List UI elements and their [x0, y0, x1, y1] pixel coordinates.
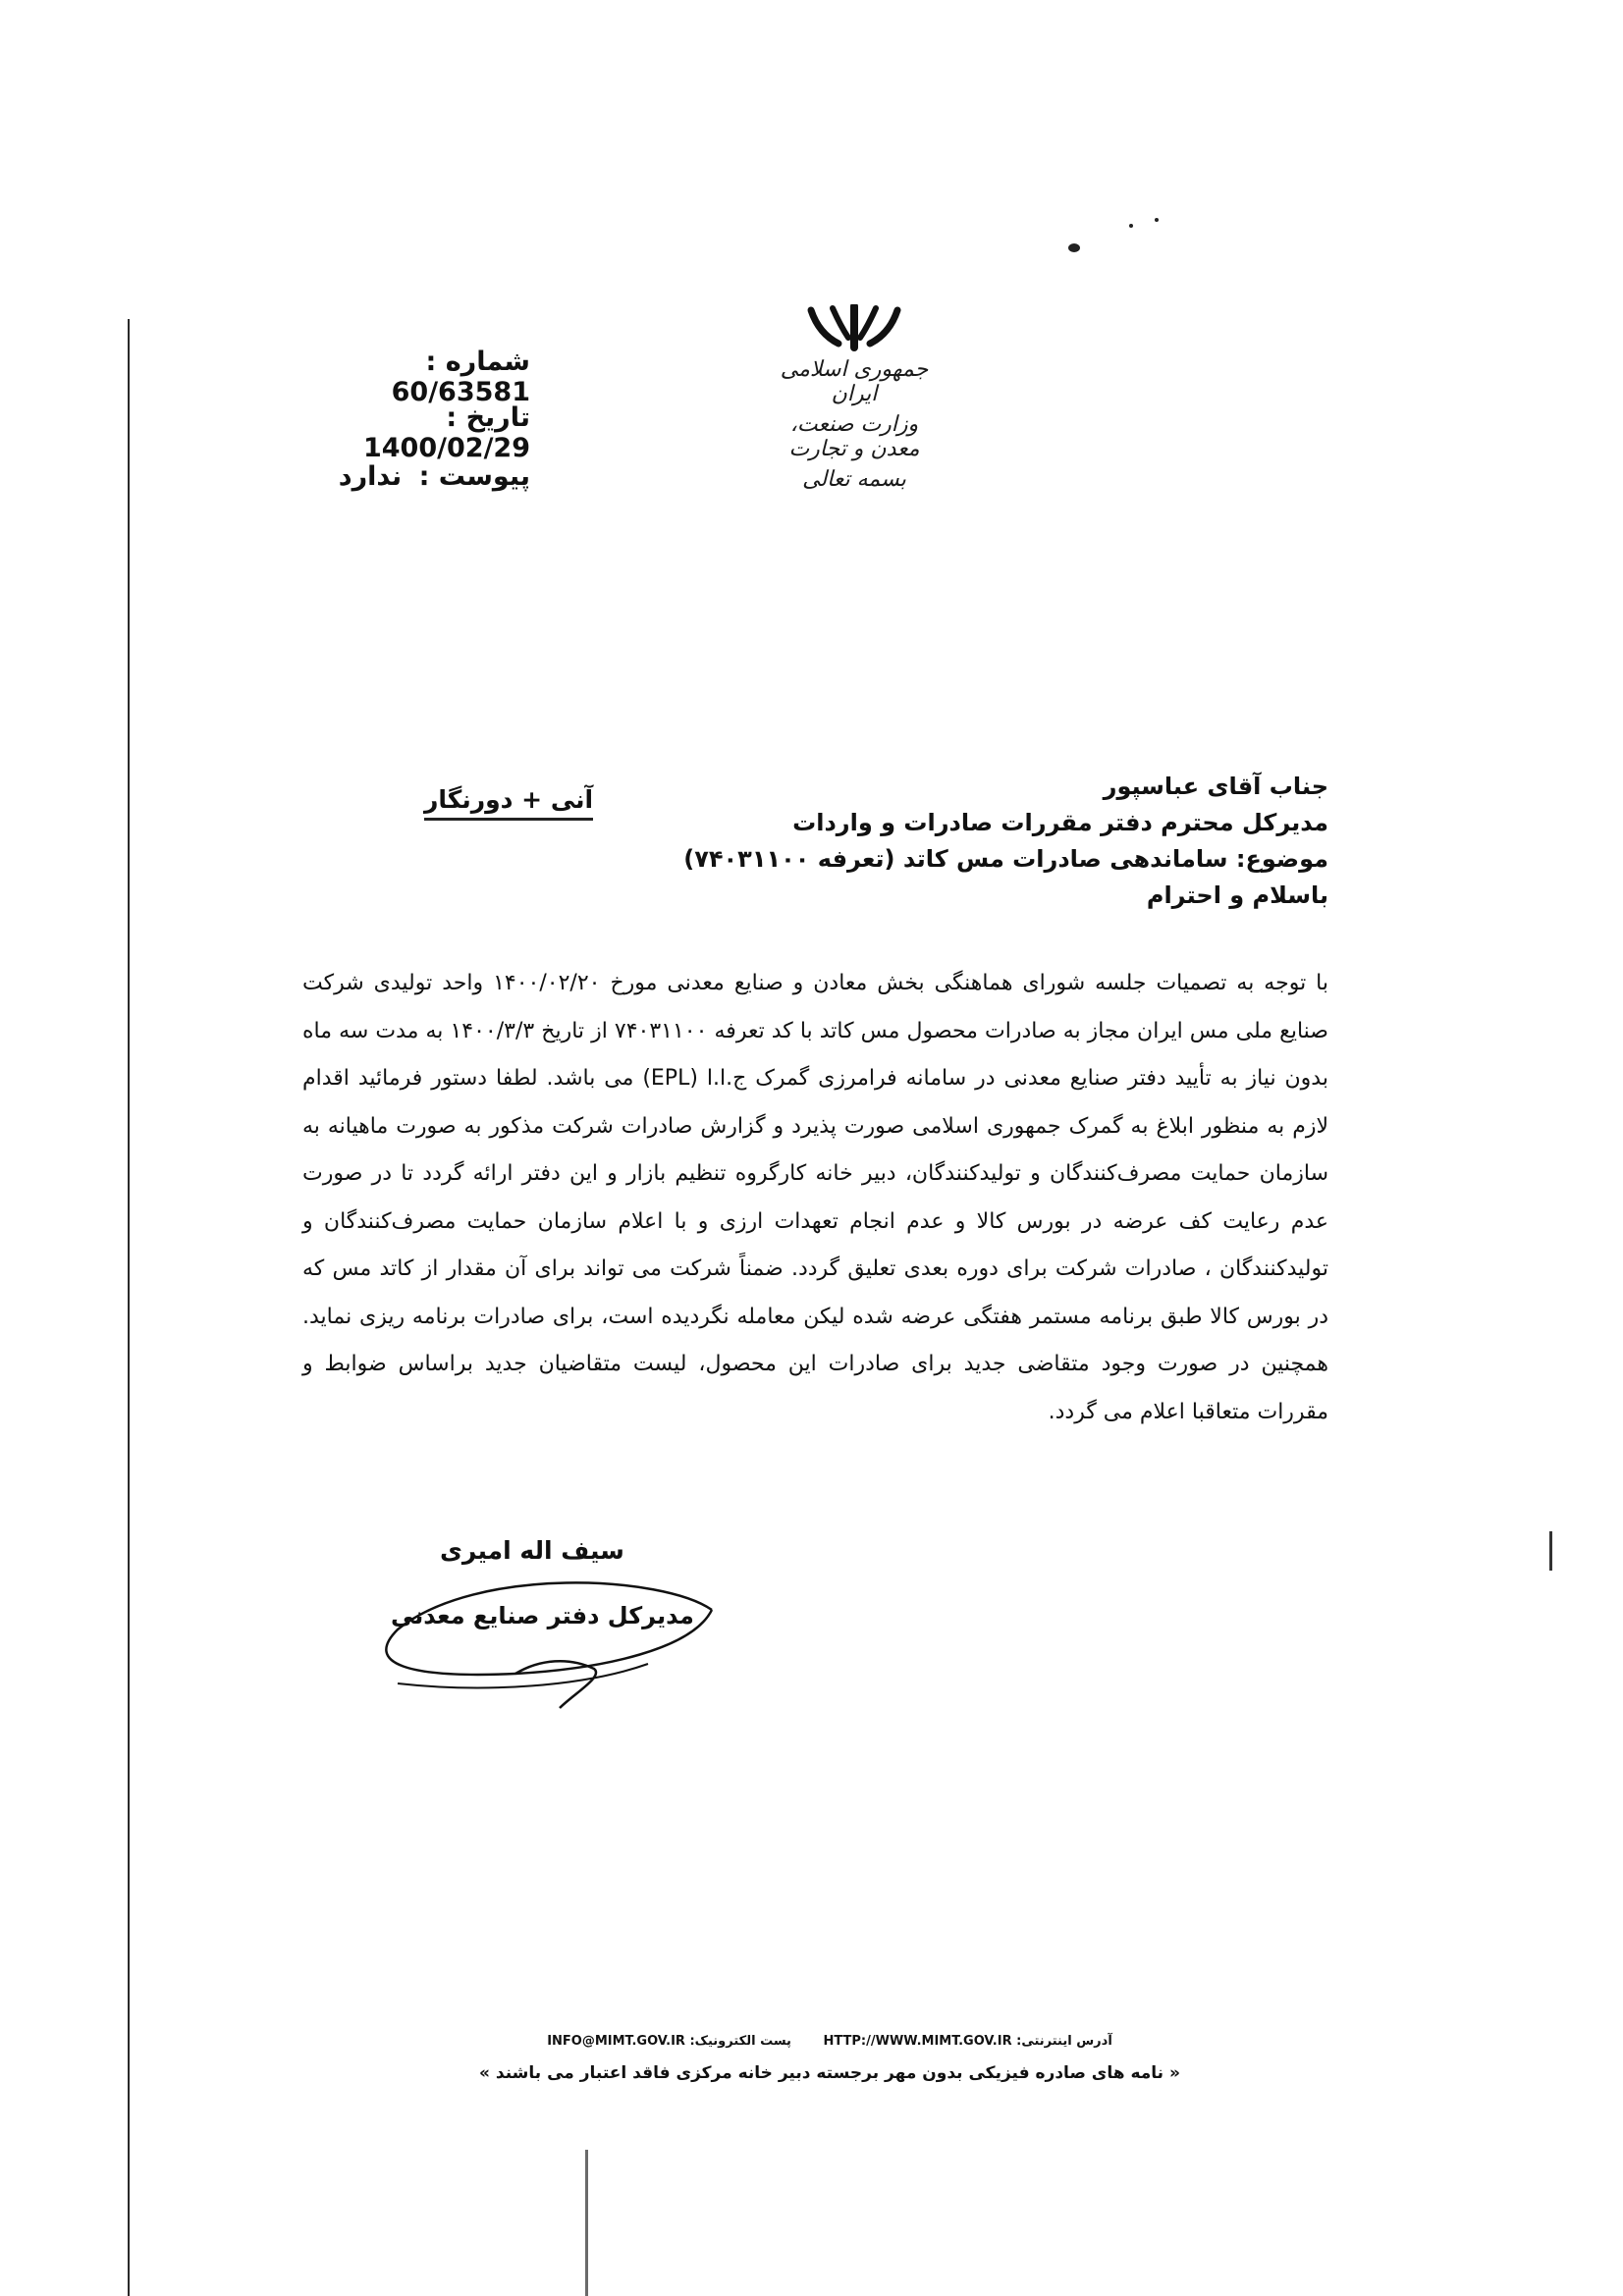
- letter-attachment-label: پیوست :: [418, 461, 530, 492]
- letter-number-value: 60/63581: [391, 377, 530, 407]
- addressee-name: جناب آقای عباسپور: [1103, 773, 1328, 800]
- signature-scribble: [368, 1571, 741, 1737]
- footer-contact: [471, 2034, 1188, 2049]
- scan-edge-mark: [1549, 1531, 1552, 1571]
- handwritten-note: آنی + دورنگار: [424, 785, 593, 821]
- email-link[interactable]: INFO@MIMT.GOV.IR: [547, 2034, 685, 2049]
- scan-fold-mark: [585, 2150, 588, 2296]
- letter-number: [295, 347, 530, 407]
- letter-date-value: 1400/02/29: [362, 433, 530, 463]
- letter-subject: موضوع: ساماندهی صادرات مس کاتد (تعرفه ۷۴۰۳۱۱۰۰): [683, 845, 1328, 873]
- letterhead-country: جمهوری اسلامی ایران: [780, 357, 929, 406]
- website-link[interactable]: HTTP://WWW.MIMT.GOV.IR: [823, 2034, 1012, 2049]
- scan-speck: [1129, 224, 1133, 228]
- letter-greeting: باسلام و احترام: [1146, 881, 1328, 909]
- letter-attachment: [295, 461, 530, 492]
- website-label: آدرس اینترنتی:: [1016, 2034, 1112, 2049]
- letter-attachment-value: ندارد: [338, 461, 403, 492]
- footer-email: [547, 2034, 791, 2049]
- letterhead: [766, 304, 943, 492]
- letter-date-label: تاریخ :: [446, 402, 530, 433]
- letterhead-ministry: وزارت صنعت، معدن و تجارت: [788, 412, 920, 461]
- footer-website: [819, 2034, 1112, 2049]
- letter-date: [295, 402, 530, 463]
- letterhead-invocation: بسمه تعالی: [802, 467, 906, 492]
- email-label: پست الکترونیک:: [689, 2034, 791, 2049]
- footer-note: « نامه های صادره فیزیکی بدون مهر برجسته دبیر خانه مرکزی فاقد اعتبار می باشند »: [479, 2063, 1180, 2083]
- body-paragraph: با توجه به تصمیات جلسه شورای هماهنگی بخش معادن و صنایع معدنی مورخ ۱۴۰۰/۰۲/۲۰ واحد تولیدی شرکت صنایع ملی مس ایران مجاز به صادرات محصول مس کاتد با کد تعرفه ۷۴۰۳۱۱۰۰ از تاریخ ۱۴۰۰/۳/۳ به مدت سه ماه بدون نیاز به تأیید دفتر صنایع معدنی در سامانه فرامرزی گمرک ج.ا.ا (EPL) می باشد. لطفا دستور فرمائید اقدام لازم به منظور ابلاغ به گمرک جمهوری اسلامی صورت پذیرد و گزارش صادرات شرکت مذکور به صورت ماهیانه به سازمان حمایت مصرف‌کنندگان و تولیدکنندگان، دبیر خانه کارگروه تنظیم بازار و این دفتر ارائه گردد تا در صورت عدم رعایت کف عرضه در بورس کالا و عدم انجام تعهدات ارزی و با اعلام سازمان حمایت مصرف‌کنندگان و تولیدکنندگان ، صادرات شرکت برای دوره بعدی تعلیق گردد. ضمناً شرکت می تواند برای آن مقدار از کاتد مس که در بورس کالا طبق برنامه مستمر هفتگی عرضه شده لیکن معامله نگردیده است، برای صادرات برنامه ریزی نماید. همچنین در صورت وجود متقاضی جدید برای صادرات این محصول، لیست متقاضیان جدید براساس ضوابط و مقررات متعاقبا اعلام می گردد.: [302, 971, 1329, 1424]
- signer-name: سیف اله امیری: [440, 1536, 624, 1565]
- scan-edge-line: [128, 319, 130, 2296]
- signer-title: مدیرکل دفتر صنایع معدنی: [391, 1602, 694, 1629]
- scan-speck: [1068, 243, 1080, 252]
- letter-number-label: شماره :: [425, 347, 530, 377]
- letter-body: [302, 960, 1328, 1436]
- scan-speck: [1155, 218, 1159, 222]
- iran-emblem-icon: [805, 304, 903, 351]
- addressee-title: مدیرکل محترم دفتر مقررات صادرات و واردات: [792, 809, 1328, 836]
